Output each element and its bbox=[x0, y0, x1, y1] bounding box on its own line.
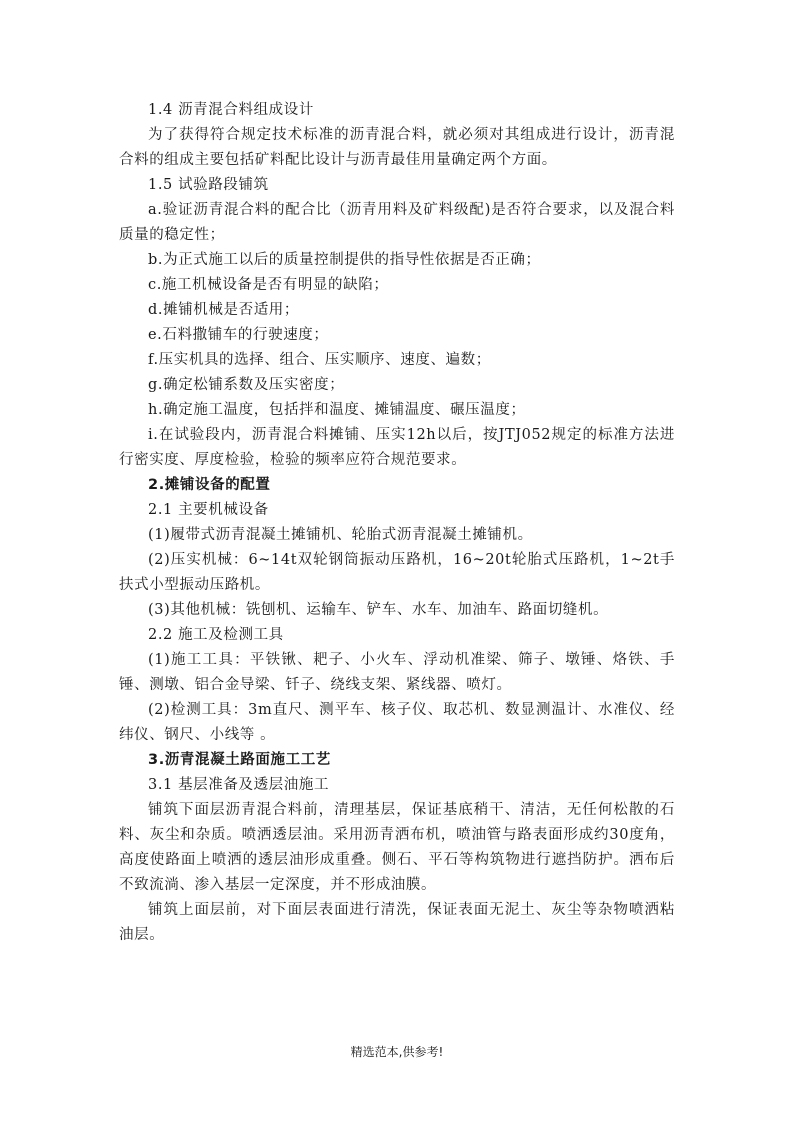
paragraph: b.为正式施工以后的质量控制提供的指导性依据是否正确； bbox=[148, 252, 541, 268]
paragraph: e.石料撒铺车的行驶速度； bbox=[148, 327, 329, 343]
paragraph: (2)压实机械：6~14t双轮钢筒振动压路机，16~20t轮胎式压路机，1~2t手扶式小型振动压路机。 bbox=[119, 552, 675, 593]
paragraph: 2.1 主要机械设备 bbox=[148, 502, 269, 518]
paragraph: (3)其他机械：铣刨机、运输车、铲车、水车、加油车、路面切缝机。 bbox=[148, 602, 609, 618]
paragraph: 2.2 施工及检测工具 bbox=[148, 627, 284, 643]
document-body bbox=[119, 98, 675, 948]
section-heading: 3.沥青混凝土路面施工工艺 bbox=[148, 752, 331, 768]
paragraph: h.确定施工温度，包括拌和温度、摊铺温度、碾压温度； bbox=[148, 402, 526, 418]
paragraph: 1.4 沥青混合料组成设计 bbox=[148, 102, 314, 118]
paragraph: (2)检测工具：3m直尺、测平车、核子仪、取芯机、数显测温计、水准仪、经纬仪、钢尺、小线等 。 bbox=[119, 702, 675, 743]
paragraph: 铺筑下面层沥青混合料前，清理基层，保证基底稍干、清洁，无任何松散的石料、灰尘和杂质。喷洒透层油。采用沥青洒布机，喷油管与路表面形成约30度角，高度使路面上喷洒的透层油形成重叠。侧石、平石等构筑物进行遮挡防护。洒布后不致流淌、渗入基层一定深度，并不形成油膜。 bbox=[119, 802, 675, 893]
paragraph: g.确定松铺系数及压实密度； bbox=[148, 377, 345, 393]
paragraph: a.验证沥青混合料的配合比（沥青用料及矿料级配)是否符合要求，以及混合料质量的稳定性； bbox=[119, 202, 675, 243]
paragraph: 铺筑上面层前，对下面层表面进行清洗，保证表面无泥土、灰尘等杂物喷洒粘油层。 bbox=[119, 902, 675, 943]
paragraph: c.施工机械设备是否有明显的缺陷； bbox=[148, 277, 389, 293]
paragraph: 为了获得符合规定技术标准的沥青混合料，就必须对其组成进行设计，沥青混合料的组成主要包括矿料配比设计与沥青最佳用量确定两个方面。 bbox=[119, 127, 675, 168]
paragraph: d.摊铺机械是否适用； bbox=[148, 302, 299, 318]
paragraph: f.压实机具的选择、组合、压实顺序、速度、遍数； bbox=[148, 352, 491, 368]
paragraph: 1.5 试验路段铺筑 bbox=[148, 177, 269, 193]
paragraph: i.在试验段内，沥青混合料摊铺、压实12h以后，按JTJ052规定的标准方法进行密实度、厚度检验，检验的频率应符合规范要求。 bbox=[119, 427, 675, 468]
paragraph: (1)履带式沥青混凝土摊铺机、轮胎式沥青混凝土摊铺机。 bbox=[148, 527, 533, 543]
page-footer: 精选范本,供参考! bbox=[350, 1045, 444, 1059]
paragraph: (1)施工工具：平铁锹、耙子、小火车、浮动机准梁、筛子、墩锤、烙铁、手锤、测墩、铝合金导梁、钎子、绕线支架、紧线器、喷灯。 bbox=[119, 652, 675, 693]
section-heading: 2.摊铺设备的配置 bbox=[148, 477, 271, 493]
paragraph: 3.1 基层准备及透层油施工 bbox=[148, 777, 330, 793]
